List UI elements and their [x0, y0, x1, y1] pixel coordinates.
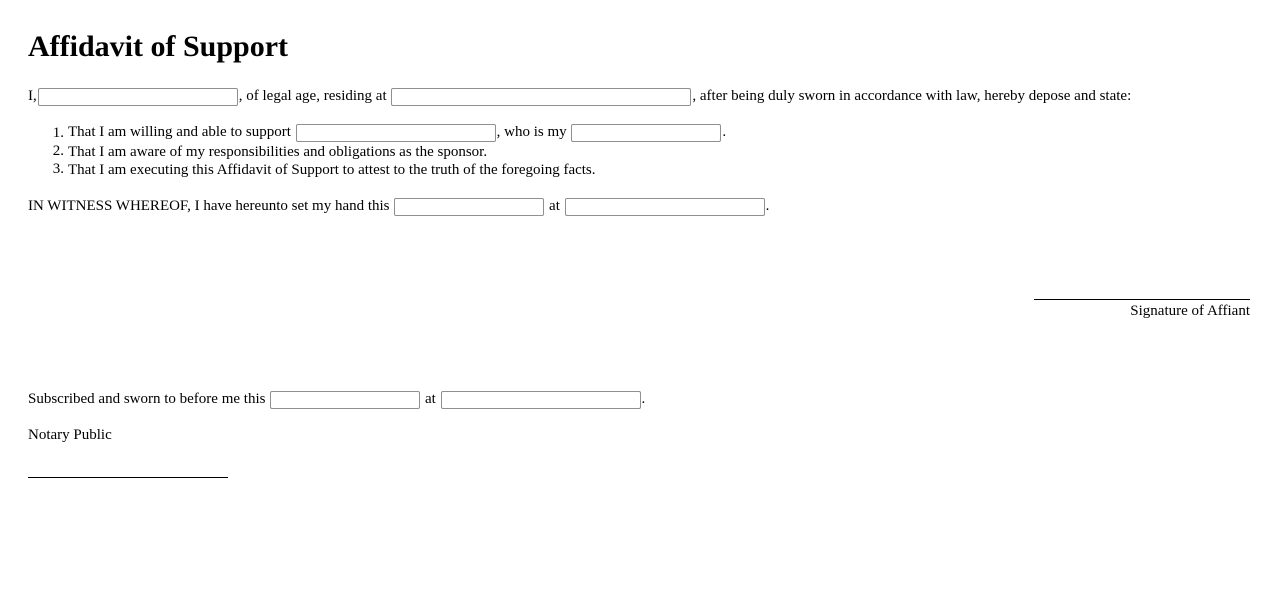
- witness-suffix: .: [765, 198, 770, 214]
- subscribed-place-input[interactable]: [441, 391, 641, 409]
- statements-list: [28, 121, 726, 179]
- item-text: , who is my: [496, 124, 567, 140]
- intro-mid: , of legal age, residing at: [238, 88, 387, 104]
- list-item: [52, 143, 726, 161]
- witness-at: at: [549, 198, 560, 214]
- affiant-signature-block: [1034, 299, 1250, 322]
- witness-place-input[interactable]: [565, 198, 765, 216]
- signature-label: Signature of Affiant: [1130, 303, 1250, 319]
- witness-prefix: IN WITNESS WHEREOF, I have hereunto set my hand this: [28, 198, 390, 214]
- relationship-input[interactable]: [571, 124, 721, 142]
- item-number: 3.: [52, 161, 64, 177]
- intro-suffix: , after being duly sworn in accordance with law, hereby depose and state:: [692, 88, 1132, 104]
- residence-address-input[interactable]: [391, 88, 691, 106]
- list-item: [52, 121, 727, 143]
- item-number: 2.: [52, 143, 64, 159]
- intro-paragraph: [28, 85, 1131, 107]
- witness-date-input[interactable]: [394, 198, 544, 216]
- page-title: Affidavit of Support: [28, 30, 289, 63]
- subscribed-paragraph: [28, 388, 645, 410]
- notary-label: Notary Public: [28, 427, 112, 443]
- item-text: That I am willing and able to support: [68, 124, 291, 140]
- notary-signature-line: [28, 477, 228, 478]
- subscribed-suffix: .: [641, 391, 646, 407]
- item-text: .: [722, 124, 727, 140]
- subscribed-prefix: Subscribed and sworn to before me this: [28, 391, 266, 407]
- witness-paragraph: [28, 195, 769, 217]
- subscribed-date-input[interactable]: [270, 391, 420, 409]
- subscribed-at: at: [424, 391, 436, 407]
- list-item: [52, 161, 726, 179]
- item-text: That I am aware of my responsibilities and obligations as the sponsor.: [68, 144, 488, 160]
- beneficiary-name-input[interactable]: [296, 124, 496, 142]
- item-text: That I am executing this Affidavit of Support to attest to the truth of the foregoing facts.: [68, 162, 596, 178]
- affiant-name-input[interactable]: [38, 88, 238, 106]
- item-number: 1.: [52, 125, 64, 141]
- intro-prefix: I,: [28, 88, 37, 104]
